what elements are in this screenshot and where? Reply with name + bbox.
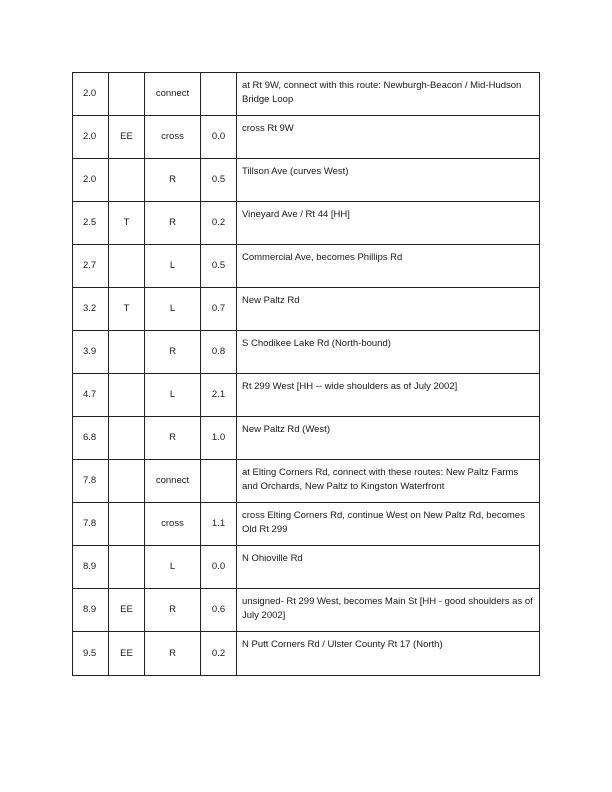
table-row: [73, 288, 540, 331]
cell-cumulative-mile: 4.7: [73, 374, 109, 417]
table-row: [73, 374, 540, 417]
cell-flag: T: [109, 288, 145, 331]
cell-segment-distance: 0.0: [201, 116, 237, 159]
cell-segment-distance: 1.0: [201, 417, 237, 460]
cell-turn: L: [145, 288, 201, 331]
cell-cumulative-mile: 8.9: [73, 589, 109, 632]
cell-cumulative-mile: 2.5: [73, 202, 109, 245]
cell-cumulative-mile: 2.7: [73, 245, 109, 288]
table-row: [73, 460, 540, 503]
cell-cumulative-mile: 7.8: [73, 503, 109, 546]
cell-flag: [109, 73, 145, 116]
cell-cumulative-mile: 8.9: [73, 546, 109, 589]
table-row: [73, 331, 540, 374]
cell-turn: connect: [145, 460, 201, 503]
cell-segment-distance: 0.7: [201, 288, 237, 331]
cell-flag: [109, 159, 145, 202]
cell-cumulative-mile: 2.0: [73, 159, 109, 202]
cell-turn: R: [145, 331, 201, 374]
cell-direction-description: at Rt 9W, connect with this route: Newburgh-Beacon / Mid-Hudson Bridge Loop: [237, 73, 540, 116]
cell-turn: R: [145, 202, 201, 245]
table-row: [73, 73, 540, 116]
cell-segment-distance: 0.0: [201, 546, 237, 589]
table-row: [73, 503, 540, 546]
cell-flag: [109, 245, 145, 288]
cell-cumulative-mile: 9.5: [73, 632, 109, 676]
cell-turn: cross: [145, 503, 201, 546]
cell-cumulative-mile: 2.0: [73, 73, 109, 116]
cell-turn: R: [145, 159, 201, 202]
cell-direction-description: S Chodikee Lake Rd (North-bound): [237, 331, 540, 374]
cell-segment-distance: 0.2: [201, 202, 237, 245]
cell-direction-description: unsigned- Rt 299 West, becomes Main St [HH - good shoulders as of July 2002]: [237, 589, 540, 632]
cell-direction-description: Vineyard Ave / Rt 44 [HH]: [237, 202, 540, 245]
cell-direction-description: cross Rt 9W: [237, 116, 540, 159]
cell-segment-distance: [201, 73, 237, 116]
cell-turn: L: [145, 245, 201, 288]
table-row: [73, 116, 540, 159]
cell-flag: T: [109, 202, 145, 245]
table-row: [73, 417, 540, 460]
cell-direction-description: at Elting Corners Rd, connect with these routes: New Paltz Farms and Orchards, New Paltz to Kingston Waterfront: [237, 460, 540, 503]
cell-segment-distance: [201, 460, 237, 503]
cell-direction-description: Tillson Ave (curves West): [237, 159, 540, 202]
cell-turn: R: [145, 417, 201, 460]
cell-flag: [109, 546, 145, 589]
cell-turn: R: [145, 589, 201, 632]
cell-cumulative-mile: 6.8: [73, 417, 109, 460]
table-row: [73, 632, 540, 676]
cell-flag: EE: [109, 632, 145, 676]
cell-segment-distance: 0.5: [201, 159, 237, 202]
cell-segment-distance: 0.2: [201, 632, 237, 676]
cell-turn: L: [145, 546, 201, 589]
cell-cumulative-mile: 3.2: [73, 288, 109, 331]
cell-turn: R: [145, 632, 201, 676]
cell-segment-distance: 1.1: [201, 503, 237, 546]
cell-direction-description: Rt 299 West [HH -- wide shoulders as of July 2002]: [237, 374, 540, 417]
cell-cumulative-mile: 2.0: [73, 116, 109, 159]
cell-direction-description: cross Elting Corners Rd, continue West on New Paltz Rd, becomes Old Rt 299: [237, 503, 540, 546]
cell-direction-description: New Paltz Rd: [237, 288, 540, 331]
cell-flag: [109, 417, 145, 460]
table-row: [73, 159, 540, 202]
table-row: [73, 546, 540, 589]
cell-direction-description: N Putt Corners Rd / Ulster County Rt 17 (North): [237, 632, 540, 676]
table-row: [73, 245, 540, 288]
cell-direction-description: New Paltz Rd (West): [237, 417, 540, 460]
table-row: [73, 202, 540, 245]
cell-cumulative-mile: 7.8: [73, 460, 109, 503]
table-row: [73, 589, 540, 632]
cell-turn: cross: [145, 116, 201, 159]
cell-direction-description: N Ohioville Rd: [237, 546, 540, 589]
cell-flag: [109, 374, 145, 417]
cell-turn: connect: [145, 73, 201, 116]
cell-cumulative-mile: 3.9: [73, 331, 109, 374]
cue-sheet-table: [72, 72, 540, 676]
cell-segment-distance: 2.1: [201, 374, 237, 417]
cue-sheet-body: [73, 73, 540, 676]
cell-segment-distance: 0.5: [201, 245, 237, 288]
cell-flag: EE: [109, 589, 145, 632]
cell-turn: L: [145, 374, 201, 417]
cell-flag: EE: [109, 116, 145, 159]
cell-direction-description: Commercial Ave, becomes Phillips Rd: [237, 245, 540, 288]
cell-flag: [109, 460, 145, 503]
cell-flag: [109, 503, 145, 546]
cell-segment-distance: 0.8: [201, 331, 237, 374]
cell-flag: [109, 331, 145, 374]
cell-segment-distance: 0.6: [201, 589, 237, 632]
